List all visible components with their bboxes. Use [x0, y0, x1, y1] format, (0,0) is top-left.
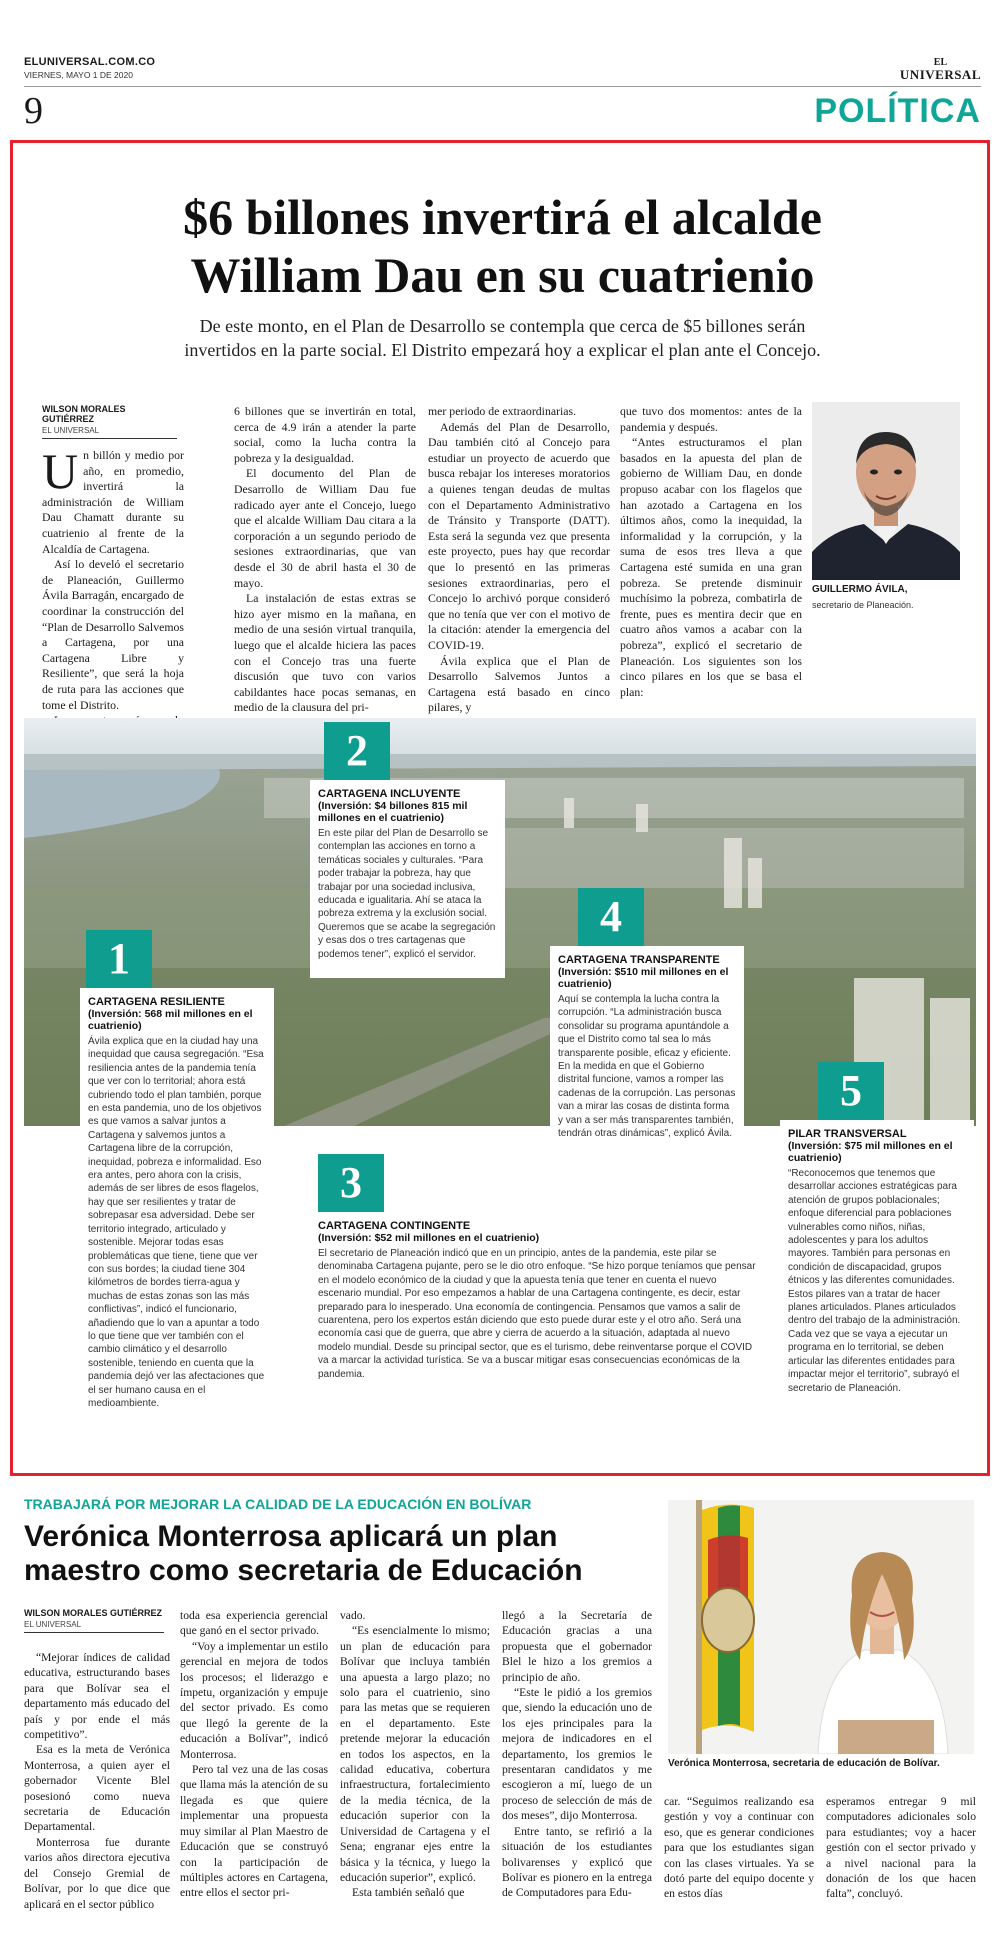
edition-date: VIERNES, MAYO 1 DE 2020 — [24, 70, 133, 80]
pillar-title: CARTAGENA CONTINGENTE — [318, 1220, 471, 1232]
paragraph: Así lo develó el secretario de Planeación, Guillermo Ávila Barragán, encargado de coordinar la construcción del “Plan de Desarrollo Salvemos a Cartagena, por una Cartagena Libre y Resiliente”, que será la hoja de ruta para las acciones que tome el Distrito. — [42, 557, 184, 712]
author-org: EL UNIVERSAL — [42, 426, 177, 439]
deck-line-2: invertidos en la parte social. El Distrito empezará hoy a explicar el plan ante el Concejo. — [184, 340, 821, 360]
article-column-4 — [620, 404, 802, 700]
pillar-4-box — [550, 946, 744, 1160]
portrait-illustration — [812, 402, 960, 580]
pillar-investment: (Inversión: $4 billones 815 mil millones en el cuatrienio) — [318, 800, 468, 824]
paragraph: esperamos entregar 9 mil computadores adicionales solo para estudiantes; voy a hacer gestión con el sector privado y a nivel nacional para la donación de los que hacen falta”, concluyó. — [826, 1795, 976, 1901]
paragraph: “Voy a implementar un estilo gerencial en mejora de todos los procesos; el liderazgo e ímpetu, organización y empuje del sector privado. Es como que llegó la gerente de la educación a Bolívar”, indicó Monterrosa. — [180, 1639, 328, 1761]
pillar-title: CARTAGENA RESILIENTE — [88, 996, 225, 1008]
logo-line-1: EL — [933, 57, 948, 68]
article2-column-6 — [826, 1794, 976, 1902]
article2-byline — [24, 1608, 164, 1633]
pillar-investment: (Inversión: $510 mil millones en el cuatrienio) — [558, 966, 729, 990]
headline-line-2: William Dau en su cuatrienio — [190, 247, 815, 303]
paragraph: Esa es la meta de Verónica Monterrosa, a quien ayer el gobernador Vicente Blel posesionó como nueva secretaria de Educación Departamental. — [24, 1743, 170, 1834]
article2-column-3 — [340, 1608, 490, 1901]
photo-caption-name: GUILLERMO ÁVILA, — [812, 584, 908, 595]
article2-column-2 — [180, 1608, 328, 1901]
photo-caption-role: secretario de Planeación. — [812, 600, 914, 610]
paragraph: mer periodo de extraordinarias. — [428, 404, 577, 418]
article-column-3 — [428, 404, 610, 716]
paragraph: vado. — [340, 1609, 366, 1622]
pillar-text: El secretario de Planeación indicó que en un principio, antes de la pandemia, este pilar se denominaba Cartagena pujante, pero se le dio otro enfoque. “Se hizo porque teníamos que pensar en el modelo económico de la ciudad y que la apuesta tenía que tener en cuenta el nuevo escenario mundial. Por eso empezamos a hablar de una Cartagena contingente, es decir, estar preparado para lo inesperado. Una economía de contingencia. Pensamos que vamos a salir de cuarentena, pero los expertos están diciendo que esto puede durar este y el otro año. Será una economía casi que de guerra, que abre y cierra de acuerdo a la situación, adaptada al nuevo modelo mundial. Desde su principal sector, que es el turismo, debe reinventarse porque el COVID va a marcar la actividad turística. Se va a buscar mitigar esas consecuencias económicas de la pandemia. — [318, 1248, 756, 1380]
paragraph: que tuvo dos momentos: antes de la pandemia y después. — [620, 404, 802, 434]
pillar-title: PILAR TRANSVERSAL — [788, 1128, 907, 1140]
article-column-2 — [234, 404, 416, 716]
page-number: 9 — [24, 90, 43, 132]
article2-kicker: TRABAJARÁ POR MEJORAR LA CALIDAD DE LA EDUCACIÓN EN BOLÍVAR — [24, 1496, 532, 1512]
paragraph: toda esa experiencia gerencial que ganó en el sector privado. — [180, 1609, 328, 1638]
paragraph: llegó a la Secretaría de Educación gracias a una propuesta que el gobernador Blel le hizo a los gremios a principio de año. — [502, 1609, 652, 1684]
article2-column-1 — [24, 1650, 170, 1912]
article-deck — [90, 314, 915, 362]
paragraph: car. “Seguimos realizando esa gestión y voy a continuar con eso, que es generar condiciones para que los estudiantes sigan con las clases virtuales. Ya se dotó parte del equipo docente y en estos días — [664, 1795, 814, 1901]
pillar-investment: (Inversión: 568 mil millones en el cuatrienio) — [88, 1008, 253, 1032]
paragraph: Además del Plan de Desarrollo, Dau también citó al Concejo para estudiar un proyecto de acuerdo que busca rebajar los intereses moratorios a quienes tengan deudas de multas con el Departamento Administrativo de Tránsito y Transporte (DATT). Esta será la segunda vez que presenta este proyecto, pues hay que recordar que lo presentó en las primeras sesiones extraordinarias, pero el Concejo lo archivó porque consideró que no tenía que ver con el motivo de la citación: atender la emergencia del COVID-19. — [428, 419, 610, 652]
logo-line-2: UNIVERSAL — [899, 67, 981, 82]
pillar-text: En este pilar del Plan de Desarrollo se contemplan las acciones en torno a temáticas sociales y culturales. “Para poder trabajar la pobreza, hay que trabajar por una sociedad inclusiva, educada e igualitaria. Ahí se ataca la pobreza extrema y la exclusión social. Queremos que se acabe la segregación y esas dos o tres cartagenas que podemos tener”, explicó el servidor. — [318, 828, 496, 960]
author-org: EL UNIVERSAL — [24, 1620, 164, 1633]
author-name: WILSON MORALES GUTIÉRREZ — [24, 1608, 162, 1618]
article2-headline-line-1: Verónica Monterrosa aplicará un plan — [24, 1520, 558, 1553]
byline — [42, 404, 177, 439]
paragraph: 6 billones que se invertirán en total, cerca de 4.9 irán a atender la parte social, como la lucha contra la pobreza y la desigualdad. — [234, 404, 416, 465]
guillermo-avila-photo — [812, 402, 960, 580]
pillar-3-box — [310, 1212, 768, 1424]
paragraph: La instalación de estas extras se hizo ayer mismo en la mañana, en medio de una sesión virtual tranquila, luego que el alcalde hiciera las paces con el Concejo tras una fuerte discusión que tuvo con varios cabildantes hace pocas semanas, en medio de la clausura del pri- — [234, 591, 416, 715]
pillar-number-3: 3 — [318, 1154, 384, 1212]
author-name: WILSON MORALES GUTIÉRREZ — [42, 404, 126, 424]
article2-column-4 — [502, 1608, 652, 1901]
main-headline — [40, 188, 965, 304]
article-column-1 — [42, 443, 184, 760]
paragraph: El documento del Plan de Desarrollo de William Dau fue radicado ayer ante el Concejo, luego que el alcalde William Dau citara a la corporación a un segundo periodo de sesiones extraordinarias, que van desde el 30 de abril hasta el 30 de mayo. — [234, 466, 416, 590]
article2-headline-line-2: maestro como secretaria de Educación — [24, 1554, 583, 1587]
paragraph: “Mejorar índices de calidad educativa, estructurando bases para que Bolívar sea el departamento más educado del país y por ende el más competitivo”. — [24, 1651, 170, 1742]
pillar-number-5: 5 — [818, 1062, 884, 1120]
photo2-caption: Verónica Monterrosa, secretaria de educación de Bolívar. — [668, 1758, 940, 1769]
deck-line-1: De este monto, en el Plan de Desarrollo se contempla que cerca de $5 billones serán — [199, 316, 806, 336]
pillar-number-4: 4 — [578, 888, 644, 946]
paragraph: Monterrosa fue durante varios años directora ejecutiva del Consejo Gremial de Bolívar, por lo que dice que aplicará en el sector público — [24, 1835, 170, 1911]
pillar-text: Aquí se contempla la lucha contra la corrupción. “La administración busca consolidar su programa apuntándole a que el Distrito como tal sea lo más transparente posible, eficaz y eficiente. En la medida en que el Gobierno distrital funcione, vamos a romper las cadenas de la corrupción. Las personas van a mirar las cosas de distinta forma y van a ser más transparentes también, tendrán otras dinámicas”, explicó Ávila. — [558, 994, 736, 1140]
pillar-investment: (Inversión: $52 mil millones en el cuatrienio) — [318, 1232, 540, 1244]
pillar-number-2: 2 — [324, 722, 390, 780]
pillar-title: CARTAGENA TRANSPARENTE — [558, 954, 720, 966]
paragraph: Entre tanto, se refirió a la situación de los estudiantes bolivarenses y explicó que Bolívar es pionero en la entrega de Computadores para Edu- — [502, 1824, 652, 1900]
veronica-monterrosa-photo — [668, 1500, 974, 1754]
paragraph: Pero tal vez una de las cosas que llama más la atención de su llegada es que quiere implementar una propuesta muy similar al Plan Maestro de Educación que se construyó con la participación de múltiples actores en Cartagena, entre ellos el sector pri- — [180, 1763, 328, 1900]
paragraph: “Antes estructuramos el plan basados en la apuesta del plan de gobierno de William Dau, en donde propuso acabar con los flagelos que han azotado a Cartagena en los últimos años, como la inequidad, la informalidad y la corrupción, y la suma de esos tres lleva a que Cartagena esté sumida en una gran pobreza. Se pretende disminuir muchísimo la pobreza, combatirla de frente, pues es mentira decir que en cuatro años vamos a acabar con la pobreza”, explicó el secretario de Planeación. Los siguientes son los cinco pilares en los que se basa el plan: — [620, 435, 802, 699]
newspaper-logo — [900, 58, 981, 81]
paragraph: “Es esencialmente lo mismo; un plan de educación para Bolívar que incluya también una apuesta a largo plazo; no solo para el cuatrienio, sino para las metas que se requieren en el departamento. Este pretende mejorar la educación en todos los aspectos, en la calidad educativa, cobertura infraestructura, fortalecimiento de la media técnica, de la educación superior con la Universidad de Cartagena y el Sena; engranar ejes entre la básica y la técnica, y luego la educación superior”, explicó. — [340, 1624, 490, 1884]
pillar-investment: (Inversión: $75 mil millones en el cuatrienio) — [788, 1140, 953, 1164]
paragraph: “Este le pidió a los gremios que, siendo la educación uno de los ejes principales para la mejora de indicadores en el departamento, los gremios le presentaran candidatos y me escogieron a mí, luego de un proceso de selección de más de dos meses”, dijo Monterrosa. — [502, 1686, 652, 1823]
article2-column-5 — [664, 1794, 814, 1902]
paragraph: Un billón y medio por año, en promedio, invertirá la administración de William Dau Chamatt durante su cuatrienio al frente de la Alcaldía de Cartagena. — [42, 443, 184, 556]
article2-headline — [24, 1520, 664, 1588]
paragraph: Ávila explica que el Plan de Desarrollo Salvemos Juntos a Cartagena está basado en cinco pilares, y — [428, 653, 610, 715]
section-title: POLÍTICA — [814, 92, 981, 130]
headline-line-1: $6 billones invertirá el alcalde — [183, 189, 822, 245]
pillar-number-1: 1 — [86, 930, 152, 988]
pillar-5-box — [780, 1120, 974, 1436]
site-name[interactable]: ELUNIVERSAL.COM.CO — [24, 56, 156, 68]
pillar-text: “Reconocemos que tenemos que desarrollar acciones estratégicas para atención de grupos poblacionales; enfoque diferencial para poblaciones vulnerables como niños, niñas, adolescentes y para los adultos mayores. También para personas en condición de discapacidad, grupos étnicos y las diferentes comunidades. Estos pilares van a tratar de hacer planes articulados. Planes articulados dentro del trabajo de la administración. Cada vez que se vaya a ejecutar un programa en lo territorial, se deben articular las diferentes entidades para impactar mejor el territorio”, subrayó el secretario de Planeación. — [788, 1168, 961, 1394]
pillar-text: Ávila explica que en la ciudad hay una inequidad que causa segregación. “Esa resiliencia antes de la pandemia tenía que ver con lo territorial; ahora está cubriendo todo el plan también, porque en esta pandemia, uno de los objetivos es que vamos a salvar juntos a Cartagena y salvemos juntos a Cartagena libre de la corrupción, inequidad, pobreza e informalidad. Eso era antes, pero ahora con la crisis, además de ser libres de esos flagelos, hay que ser resilientes y tratar de sobrepasar esa adversidad. Debe ser territorio integrado, articulado y sostenible. Mejorar todas esas problemáticas que tiene, tiene que ver con sus bordes; la ciudad tiene 304 kilómetros de bordes tierra-agua y muchas de estas zonas son las más conflictivas”, indicó el funcionario, añadiendo que lo van a apuntar a todo lo que tiene que ver también con el cambio climático y el desarrollo sostenible, teniendo en cuenta que la pandemia dejó ver las afectaciones que el ser humano causa en el medioambiente. — [88, 1036, 265, 1409]
pillar-2-box — [310, 780, 505, 978]
pillar-title: CARTAGENA INCLUYENTE — [318, 788, 461, 800]
photo2-illustration — [668, 1500, 974, 1754]
masthead-rule — [24, 86, 981, 87]
paragraph: Esta también señaló que — [352, 1886, 465, 1900]
pillar-1-box — [80, 988, 274, 1440]
drop-cap: U — [42, 443, 79, 499]
